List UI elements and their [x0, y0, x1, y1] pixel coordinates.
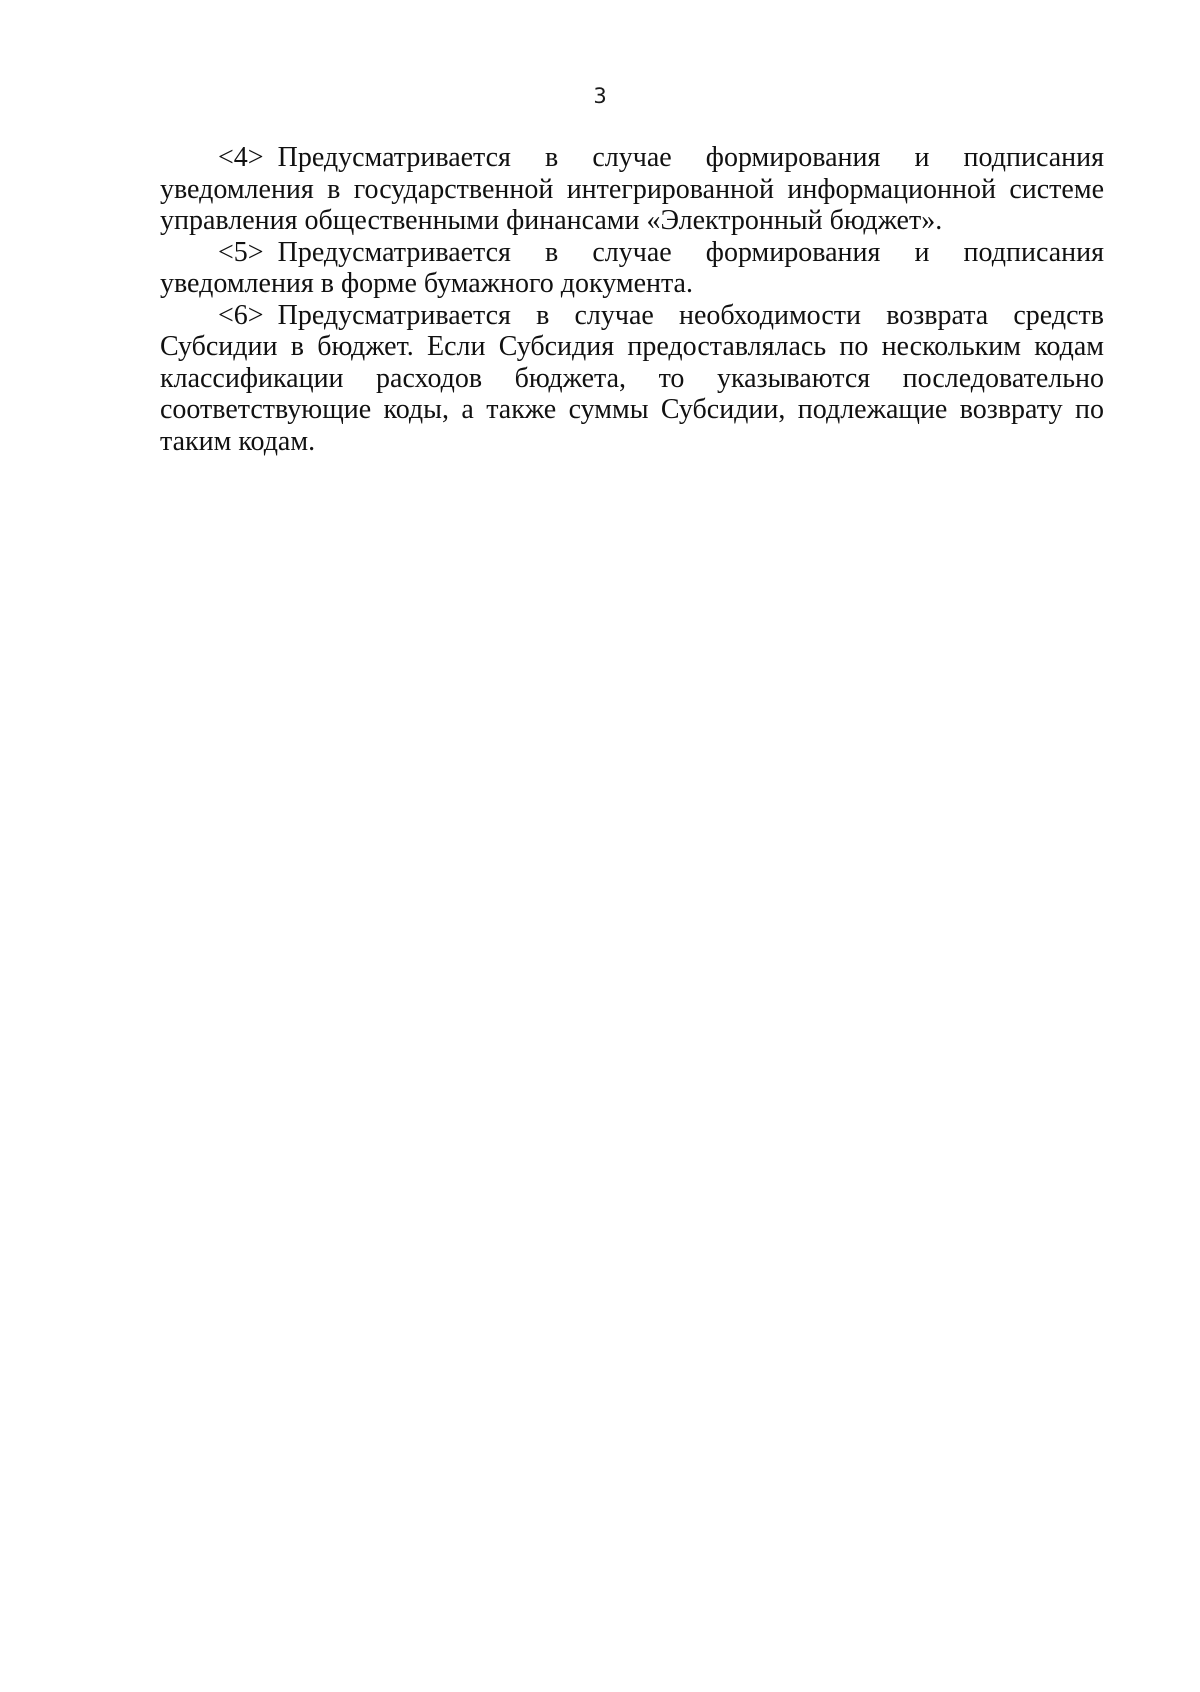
footnote-6: [160, 300, 1104, 458]
footnotes-section: [160, 142, 1104, 457]
footnote-5: [160, 237, 1104, 300]
footnote-text: Предусматривается в случае формирования и подписания уведомления в государственной интегрированной информационной системе управления общественными финансами «Электронный бюджет».: [160, 142, 1104, 236]
footnote-marker: <5>: [218, 236, 264, 268]
footnote-marker: <6>: [218, 299, 264, 331]
footnote-4: [160, 142, 1104, 237]
page-number: 3: [593, 84, 607, 108]
footnote-marker: <4>: [218, 142, 264, 173]
footnote-text: Предусматривается в случае формирования и подписания уведомления в форме бумажного документа.: [160, 236, 1104, 299]
footnote-text: Предусматривается в случае необходимости возврата средств Субсидии в бюджет. Если Субсидия предоставлялась по нескольким кодам классификации расходов бюджета, то указываются последовательно соответствующие коды, а также суммы Субсидии, подлежащие возврату по таким кодам.: [160, 299, 1104, 457]
